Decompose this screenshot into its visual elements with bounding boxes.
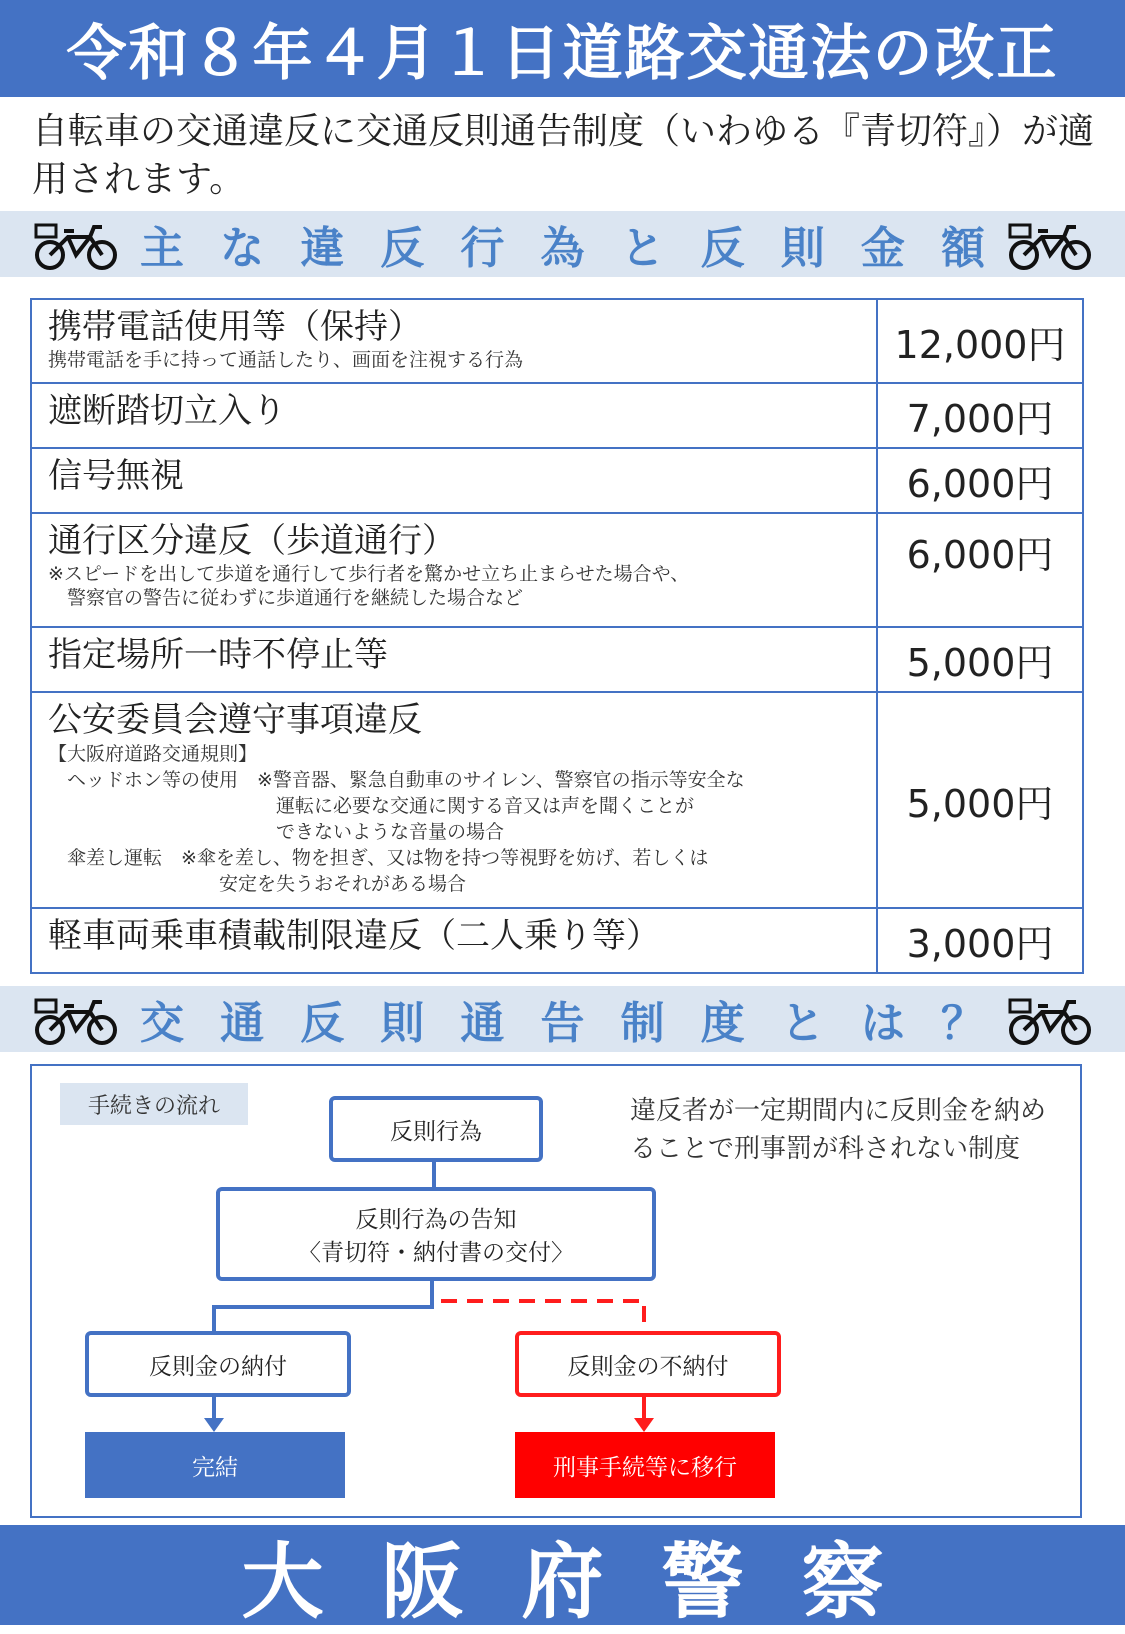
violation-name: 携帯電話使用等（保持） xyxy=(48,307,422,347)
title-char: 通 xyxy=(220,998,265,1049)
section-title-fines xyxy=(140,211,985,277)
footer-char: 阪 xyxy=(381,1534,464,1630)
title-char: 反 xyxy=(700,223,745,274)
section-header-fines xyxy=(0,211,1125,277)
node-unpaid: 反則金の不納付 xyxy=(515,1331,781,1397)
violation-name: 通行区分違反（歩道通行） xyxy=(48,521,456,561)
title-char: 反 xyxy=(380,223,425,274)
violation-cell xyxy=(31,513,877,627)
node-act: 反則行為 xyxy=(329,1096,543,1162)
title-char: 則 xyxy=(380,998,425,1049)
node-paid: 反則金の納付 xyxy=(85,1331,351,1397)
title-char: 度 xyxy=(700,998,745,1049)
bicycle-icon xyxy=(1008,219,1092,271)
flow-description: 違反者が一定期間内に反則金を納めることで刑事罰が科されない制度 xyxy=(630,1096,1047,1164)
footer-char: 府 xyxy=(521,1534,604,1630)
node-notice xyxy=(216,1187,656,1281)
node-criminal: 刑事手続等に移行 xyxy=(515,1432,775,1498)
node-notice-line2: 〈青切符・納付書の交付〉 xyxy=(298,1240,574,1266)
violations-table xyxy=(30,298,1084,974)
node-completed: 完結 xyxy=(85,1432,345,1498)
flow-label: 手続きの流れ xyxy=(60,1083,248,1125)
violation-cell xyxy=(31,299,877,383)
title-char: 主 xyxy=(140,223,184,274)
title-char: は xyxy=(860,998,905,1049)
title-char: と xyxy=(780,998,825,1049)
fine-amount: 3,000円 xyxy=(877,908,1083,973)
violation-name: 公安委員会遵守事項違反 xyxy=(48,700,422,740)
fine-amount: 6,000円 xyxy=(877,448,1083,513)
footer-char: 察 xyxy=(801,1534,884,1630)
violation-cell xyxy=(31,448,877,513)
violation-name: 指定場所一時不停止等 xyxy=(48,635,388,675)
violation-name: 信号無視 xyxy=(48,456,184,496)
title-char: 交 xyxy=(140,998,184,1049)
title-char: ？ xyxy=(940,998,985,1049)
table-row xyxy=(31,627,1083,692)
title-char: 制 xyxy=(620,998,665,1049)
table-row xyxy=(31,692,1083,908)
fine-amount: 6,000円 xyxy=(877,513,1083,627)
footer-char: 大 xyxy=(241,1534,324,1630)
fine-amount: 12,000円 xyxy=(877,299,1083,383)
fine-amount: 7,000円 xyxy=(877,383,1083,448)
title-char: 為 xyxy=(540,223,585,274)
table-row xyxy=(31,908,1083,973)
table-row xyxy=(31,448,1083,513)
violation-cell xyxy=(31,383,877,448)
footer-org-name xyxy=(0,1525,1125,1630)
title-char: と xyxy=(620,223,665,274)
fine-amount: 5,000円 xyxy=(877,627,1083,692)
violation-cell xyxy=(31,627,877,692)
bicycle-icon xyxy=(34,994,118,1046)
section-title-system xyxy=(140,986,985,1052)
intro-text: 自転車の交通違反に交通反則通告制度（いわゆる『青切符』）が適用されます。 xyxy=(32,111,1095,200)
title-char: な xyxy=(220,223,265,274)
table-row xyxy=(31,383,1083,448)
title-char: 違 xyxy=(300,223,345,274)
title-char: 告 xyxy=(540,998,585,1049)
title-char: 額 xyxy=(940,223,985,274)
table-row xyxy=(31,513,1083,627)
fine-amount: 5,000円 xyxy=(877,692,1083,908)
title-char: 金 xyxy=(860,223,905,274)
bicycle-icon xyxy=(34,219,118,271)
node-notice-line1: 反則行為の告知 xyxy=(355,1207,517,1233)
violation-note: 【大阪府道路交通規則】 ヘッドホン等の使用 ※警音器、緊急自動車のサイレン、警察官の指示等安全な 運転に必要な交通に関する音又は声を聞くことが できないような音量の場合 傘差し運転 ※傘を差し、物を担ぎ、又は物を持つ等視野を妨げ、若しくは 安定を失うおそれがある場合 xyxy=(48,743,745,895)
footer-char: 警 xyxy=(661,1534,744,1630)
title-char: 則 xyxy=(780,223,825,274)
violation-cell xyxy=(31,692,877,908)
violation-name: 軽車両乗車積載制限違反（二人乗り等） xyxy=(48,916,660,956)
page-title: 令和８年４月１日道路交通法の改正 xyxy=(0,0,1125,97)
violation-name: 遮断踏切立入り xyxy=(48,391,286,431)
violation-note: 携帯電話を手に持って通話したり、画面を注視する行為 xyxy=(48,349,524,371)
table-row xyxy=(31,299,1083,383)
section-header-system xyxy=(0,986,1125,1052)
title-char: 通 xyxy=(460,998,505,1049)
violation-note: ※スピードを出して歩道を通行して歩行者を驚かせ立ち止まらせた場合や、 警察官の警告に従わずに歩道通行を継続した場合など xyxy=(48,563,690,609)
title-char: 行 xyxy=(460,223,505,274)
bicycle-icon xyxy=(1008,994,1092,1046)
violation-cell xyxy=(31,908,877,973)
title-char: 反 xyxy=(300,998,345,1049)
